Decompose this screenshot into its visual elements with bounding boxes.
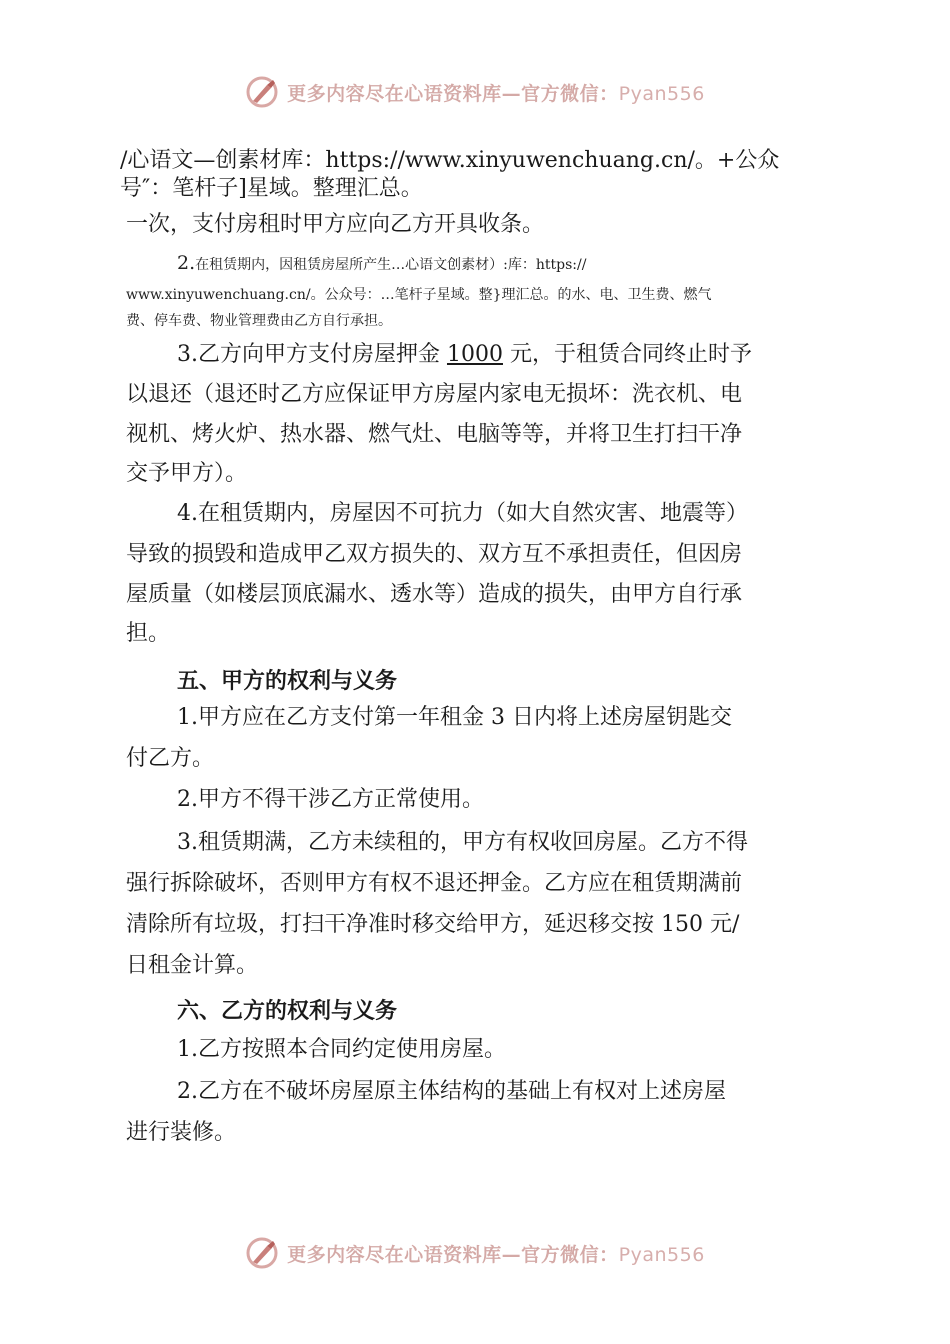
- body-line: 清除所有垃圾，打扫干净准时移交给甲方，延迟移交按 150 元/: [126, 912, 740, 937]
- body-line: 3.租赁期满，乙方未续租的，甲方有权收回房屋。乙方不得: [177, 830, 748, 855]
- body-line: 导致的损毁和造成甲乙双方损失的、双方互不承担责任，但因房: [126, 542, 743, 567]
- watermark-footer: [0, 1233, 950, 1273]
- body-line: 2.乙方在不破坏房屋原主体结构的基础上有权对上述房屋: [177, 1079, 726, 1104]
- pen-logo-icon: [245, 1236, 279, 1270]
- body-line: 2.甲方不得干涉乙方正常使用。: [177, 787, 484, 812]
- body-line: 付乙方。: [126, 746, 215, 771]
- body-line: 屋质量（如楼层顶底漏水、透水等）造成的损失，由甲方自行承: [126, 582, 743, 607]
- watermark-text: 更多内容尽在心语资料库—官方微信：Pyan556: [287, 82, 705, 105]
- body-line: 进行装修。: [126, 1120, 237, 1145]
- body-line: 视机、烤火炉、热水器、燃气灶、电脑等等，并将卫生打扫干净: [126, 422, 743, 447]
- body-line: 日租金计算。: [126, 953, 259, 978]
- body-line: /心语文—创素材库：https://www.xinyuwenchuang.cn/。+公众: [120, 148, 780, 173]
- body-line: 强行拆除破坏，否则甲方有权不退还押金。乙方应在租赁期满前: [126, 871, 743, 896]
- body-line: 担。: [126, 621, 171, 646]
- body-line: 1.甲方应在乙方支付第一年租金 3 日内将上述房屋钥匙交: [177, 705, 732, 730]
- small-line: www.xinyuwenchuang.cn/。公众号：…笔杆子星域。整}理汇总。的水、电、卫生费、燃气: [126, 287, 712, 303]
- clause-3-line: 3.乙方向甲方支付房屋押金 1000 元，于租赁合同终止时予: [177, 342, 752, 367]
- deposit-amount: 1000: [446, 342, 503, 367]
- body-line: 交予甲方）。: [126, 461, 248, 486]
- body-line: 1.乙方按照本合同约定使用房屋。: [177, 1037, 506, 1062]
- small-line: 2.在租赁期内，因租赁房屋所产生…心语文创素材）:库：https://: [177, 252, 587, 274]
- section-heading: 五、甲方的权利与义务: [177, 669, 398, 694]
- watermark-header: [0, 72, 950, 112]
- body-line: 4.在租赁期内，房屋因不可抗力（如大自然灾害、地震等）: [177, 501, 748, 526]
- pen-logo-icon: [245, 75, 279, 109]
- body-line: 号″：笔杆子]星域。整理汇总。: [120, 176, 423, 201]
- body-line: 一次，支付房租时甲方应向乙方开具收条。: [126, 212, 545, 237]
- body-line: 以退还（退还时乙方应保证甲方房屋内家电无损坏：洗衣机、电: [126, 382, 743, 407]
- small-line: 费、停车费、物业管理费由乙方自行承担。: [126, 313, 392, 329]
- section-heading: 六、乙方的权利与义务: [177, 999, 398, 1024]
- watermark-text: 更多内容尽在心语资料库—官方微信：Pyan556: [287, 1243, 705, 1266]
